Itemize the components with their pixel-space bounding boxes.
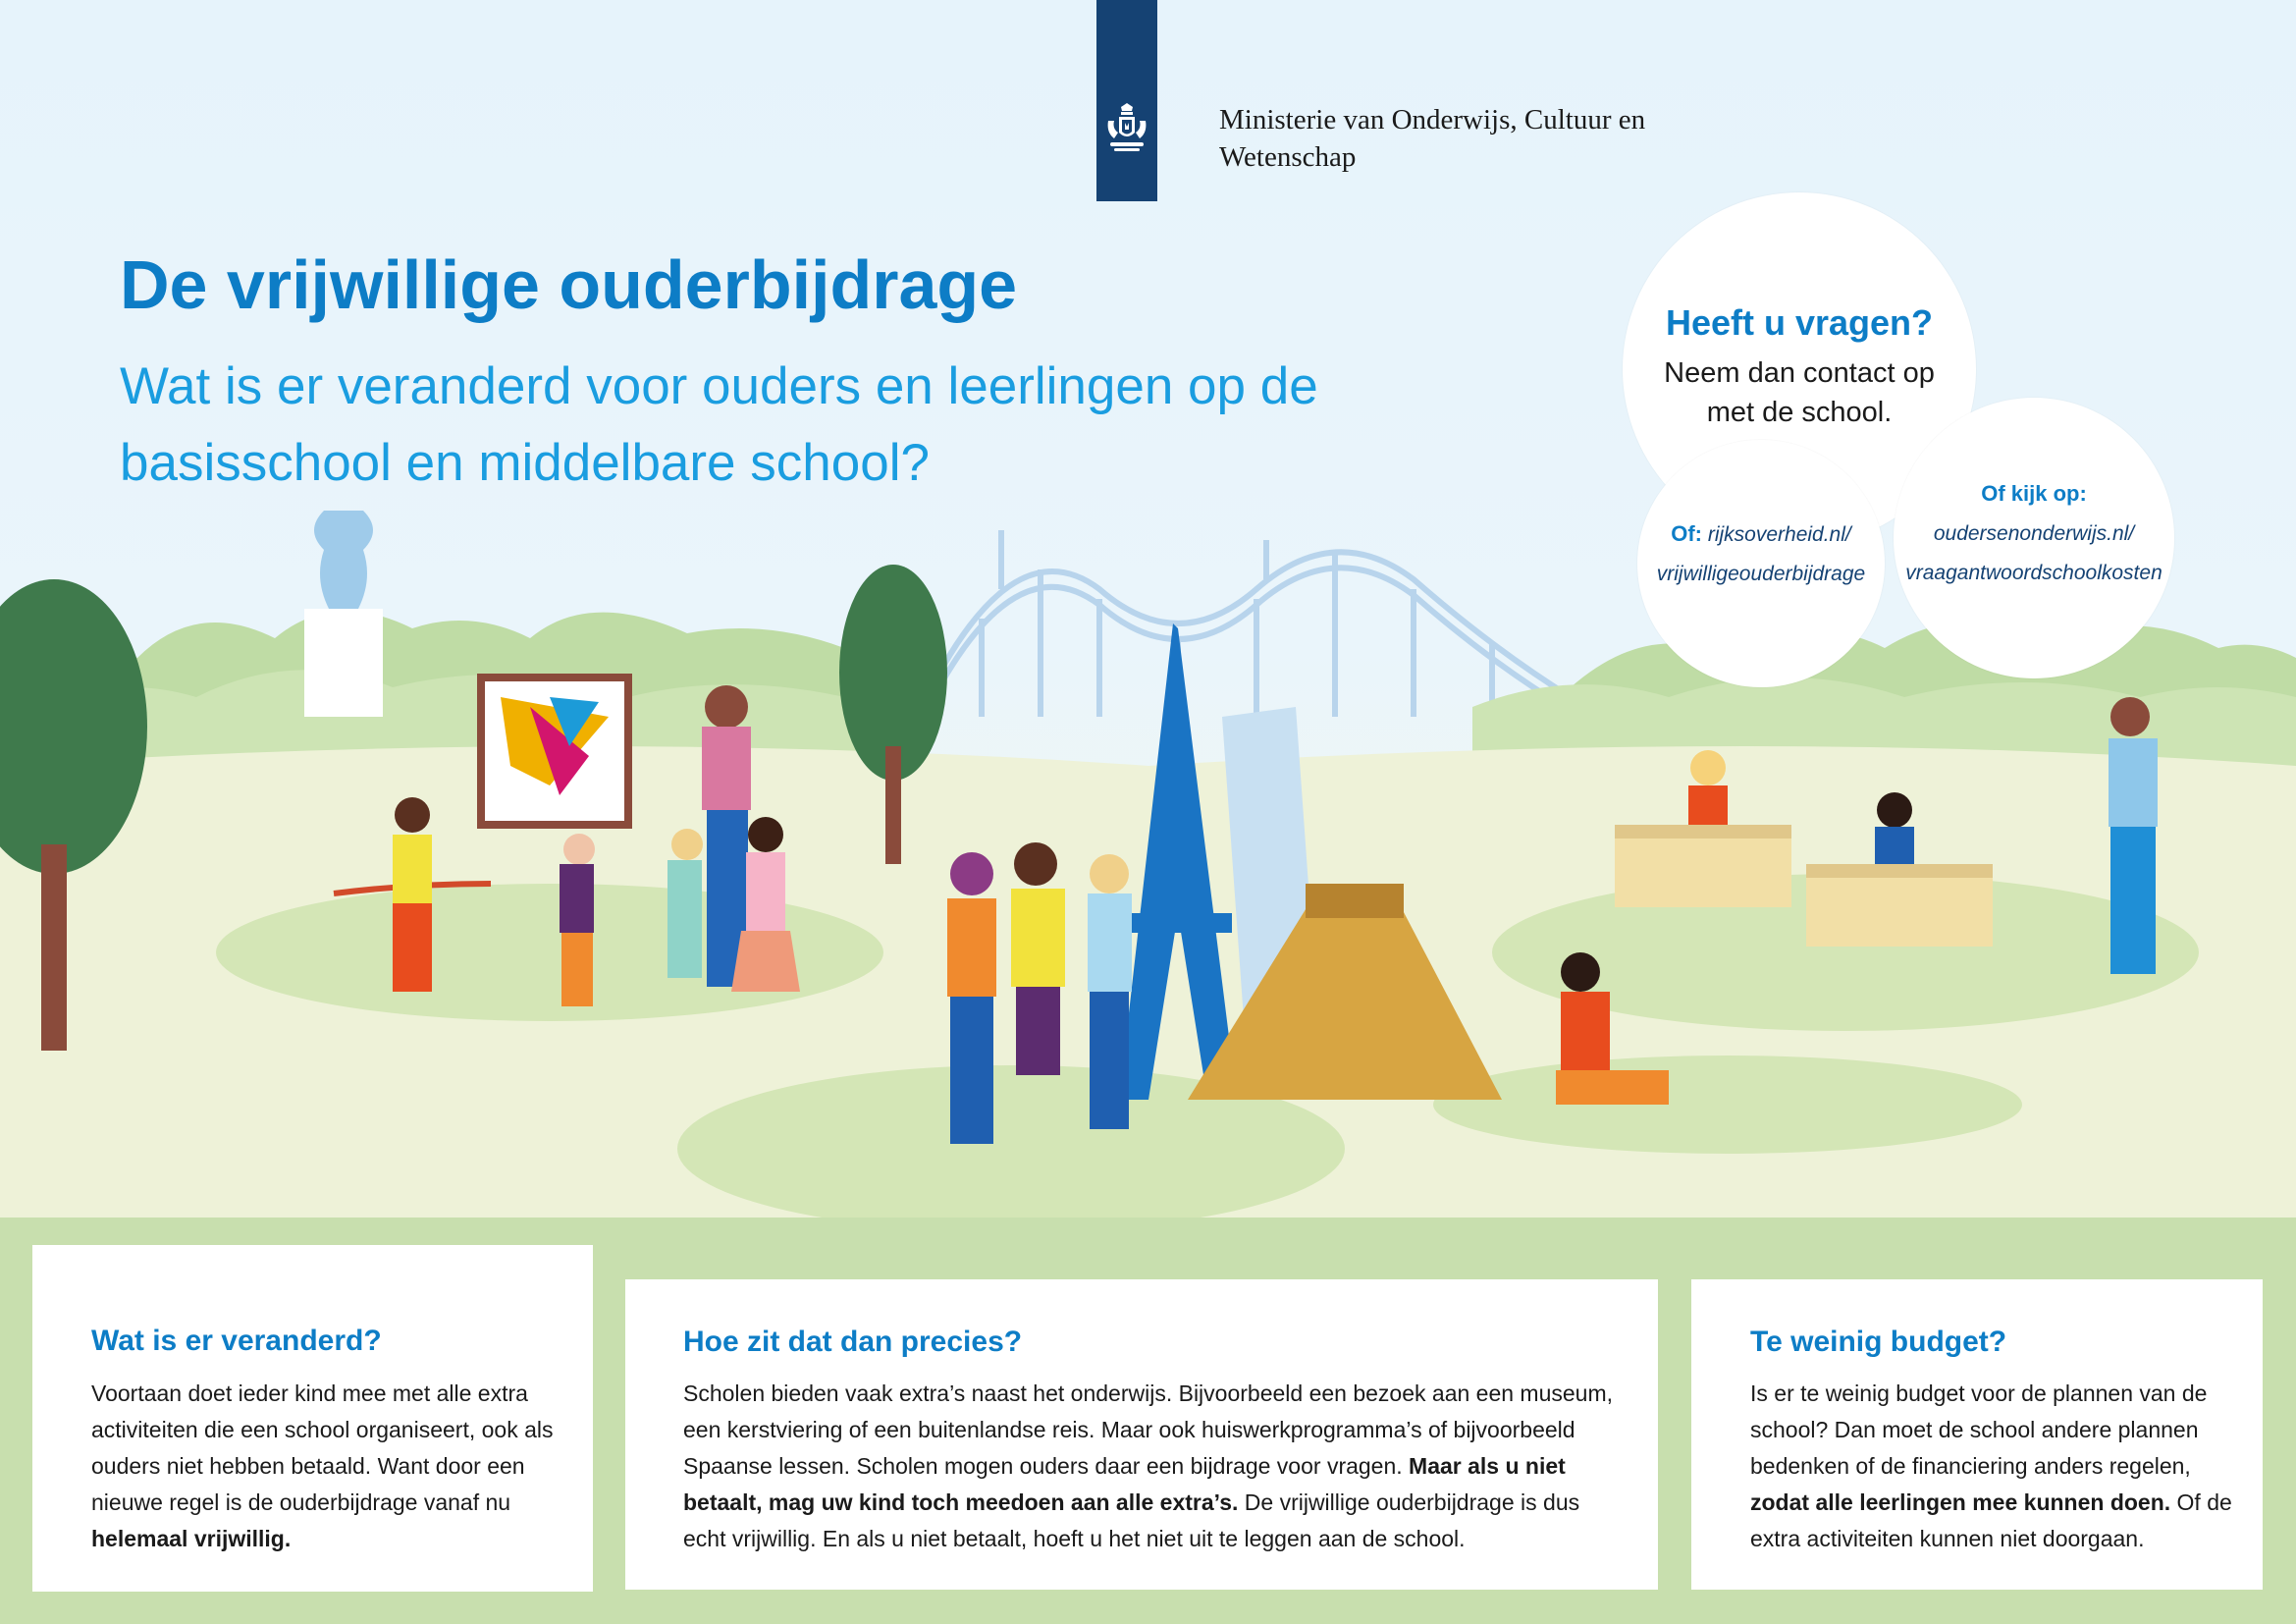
card-text: Is er te weinig budget voor de plannen van de school? Dan moet de school andere plannen bedenken of de financiering anders regelen, zodat alle leerlingen mee kunnen doen. Of de extra activiteiten kunnen niet doorgaan. (1750, 1380, 2232, 1551)
link-lead: Of kijk op: (1981, 481, 2087, 506)
card-text: Voortaan doet ieder kind mee met alle extra activiteiten die een school organiseert, ook als ouders niet hebben betaald. Want door een nieuwe regel is de ouderbijdrage vanaf nu helemaal vrijwillig. (91, 1380, 554, 1551)
oudersenonderwijs-link[interactable]: oudersenonderwijs.nl/ (1933, 522, 2135, 545)
card-title: Wat is er veranderd? (91, 1325, 382, 1357)
questions-title: Heeft u vragen? (1665, 302, 1934, 343)
link-lead: Of: (1671, 521, 1702, 546)
link-circle-oudersenonderwijs (1894, 398, 2174, 678)
rijksoverheid-link-path[interactable]: vrijwilligeouderbijdrage (1656, 563, 1866, 585)
page-title: De vrijwillige ouderbijdrage (120, 246, 1018, 323)
card-title: Te weinig budget? (1750, 1326, 2007, 1358)
rijksoverheid-link[interactable]: rijksoverheid.nl/ (1707, 523, 1851, 546)
card-how-exactly (625, 1279, 1658, 1590)
card-text: Scholen bieden vaak extra’s naast het onderwijs. Bijvoorbeeld een bezoek aan een museum, een kerstviering of een buitenlandse reis. Maar ook huiswerkprogramma’s of bijvoorbeeld Spaanse lessen. Scholen mogen ouders daar een bijdrage voor vragen. Maar als u niet betaalt, mag uw kind toch meedoen aan alle extra’s. De vrijwillige ouderbijdrage is dus echt vrijwillig. En als u niet betaalt, hoeft u het niet uit te leggen aan de school. (683, 1380, 1614, 1551)
coat-of-arms-icon (1104, 103, 1149, 158)
card-budget (1691, 1279, 2263, 1590)
link-circle-rijksoverheid (1637, 440, 1885, 687)
questions-text: Neem dan contact op met de school. (1664, 357, 1935, 428)
oudersenonderwijs-link-path[interactable]: vraagantwoordschoolkosten (1905, 562, 2163, 584)
card-what-changed (32, 1245, 593, 1592)
card-title: Hoe zit dat dan precies? (683, 1326, 1023, 1358)
vase (314, 511, 373, 609)
roller-coaster (942, 530, 1571, 717)
rijksoverheid-logo-bar (1096, 0, 1157, 201)
page-subtitle: Wat is er veranderd voor ouders en leerlingen op de basisschool en middelbare school? (120, 357, 1318, 492)
ministry-name: Ministerie van Onderwijs, Cultuur en Wetenschap (1219, 104, 1646, 173)
